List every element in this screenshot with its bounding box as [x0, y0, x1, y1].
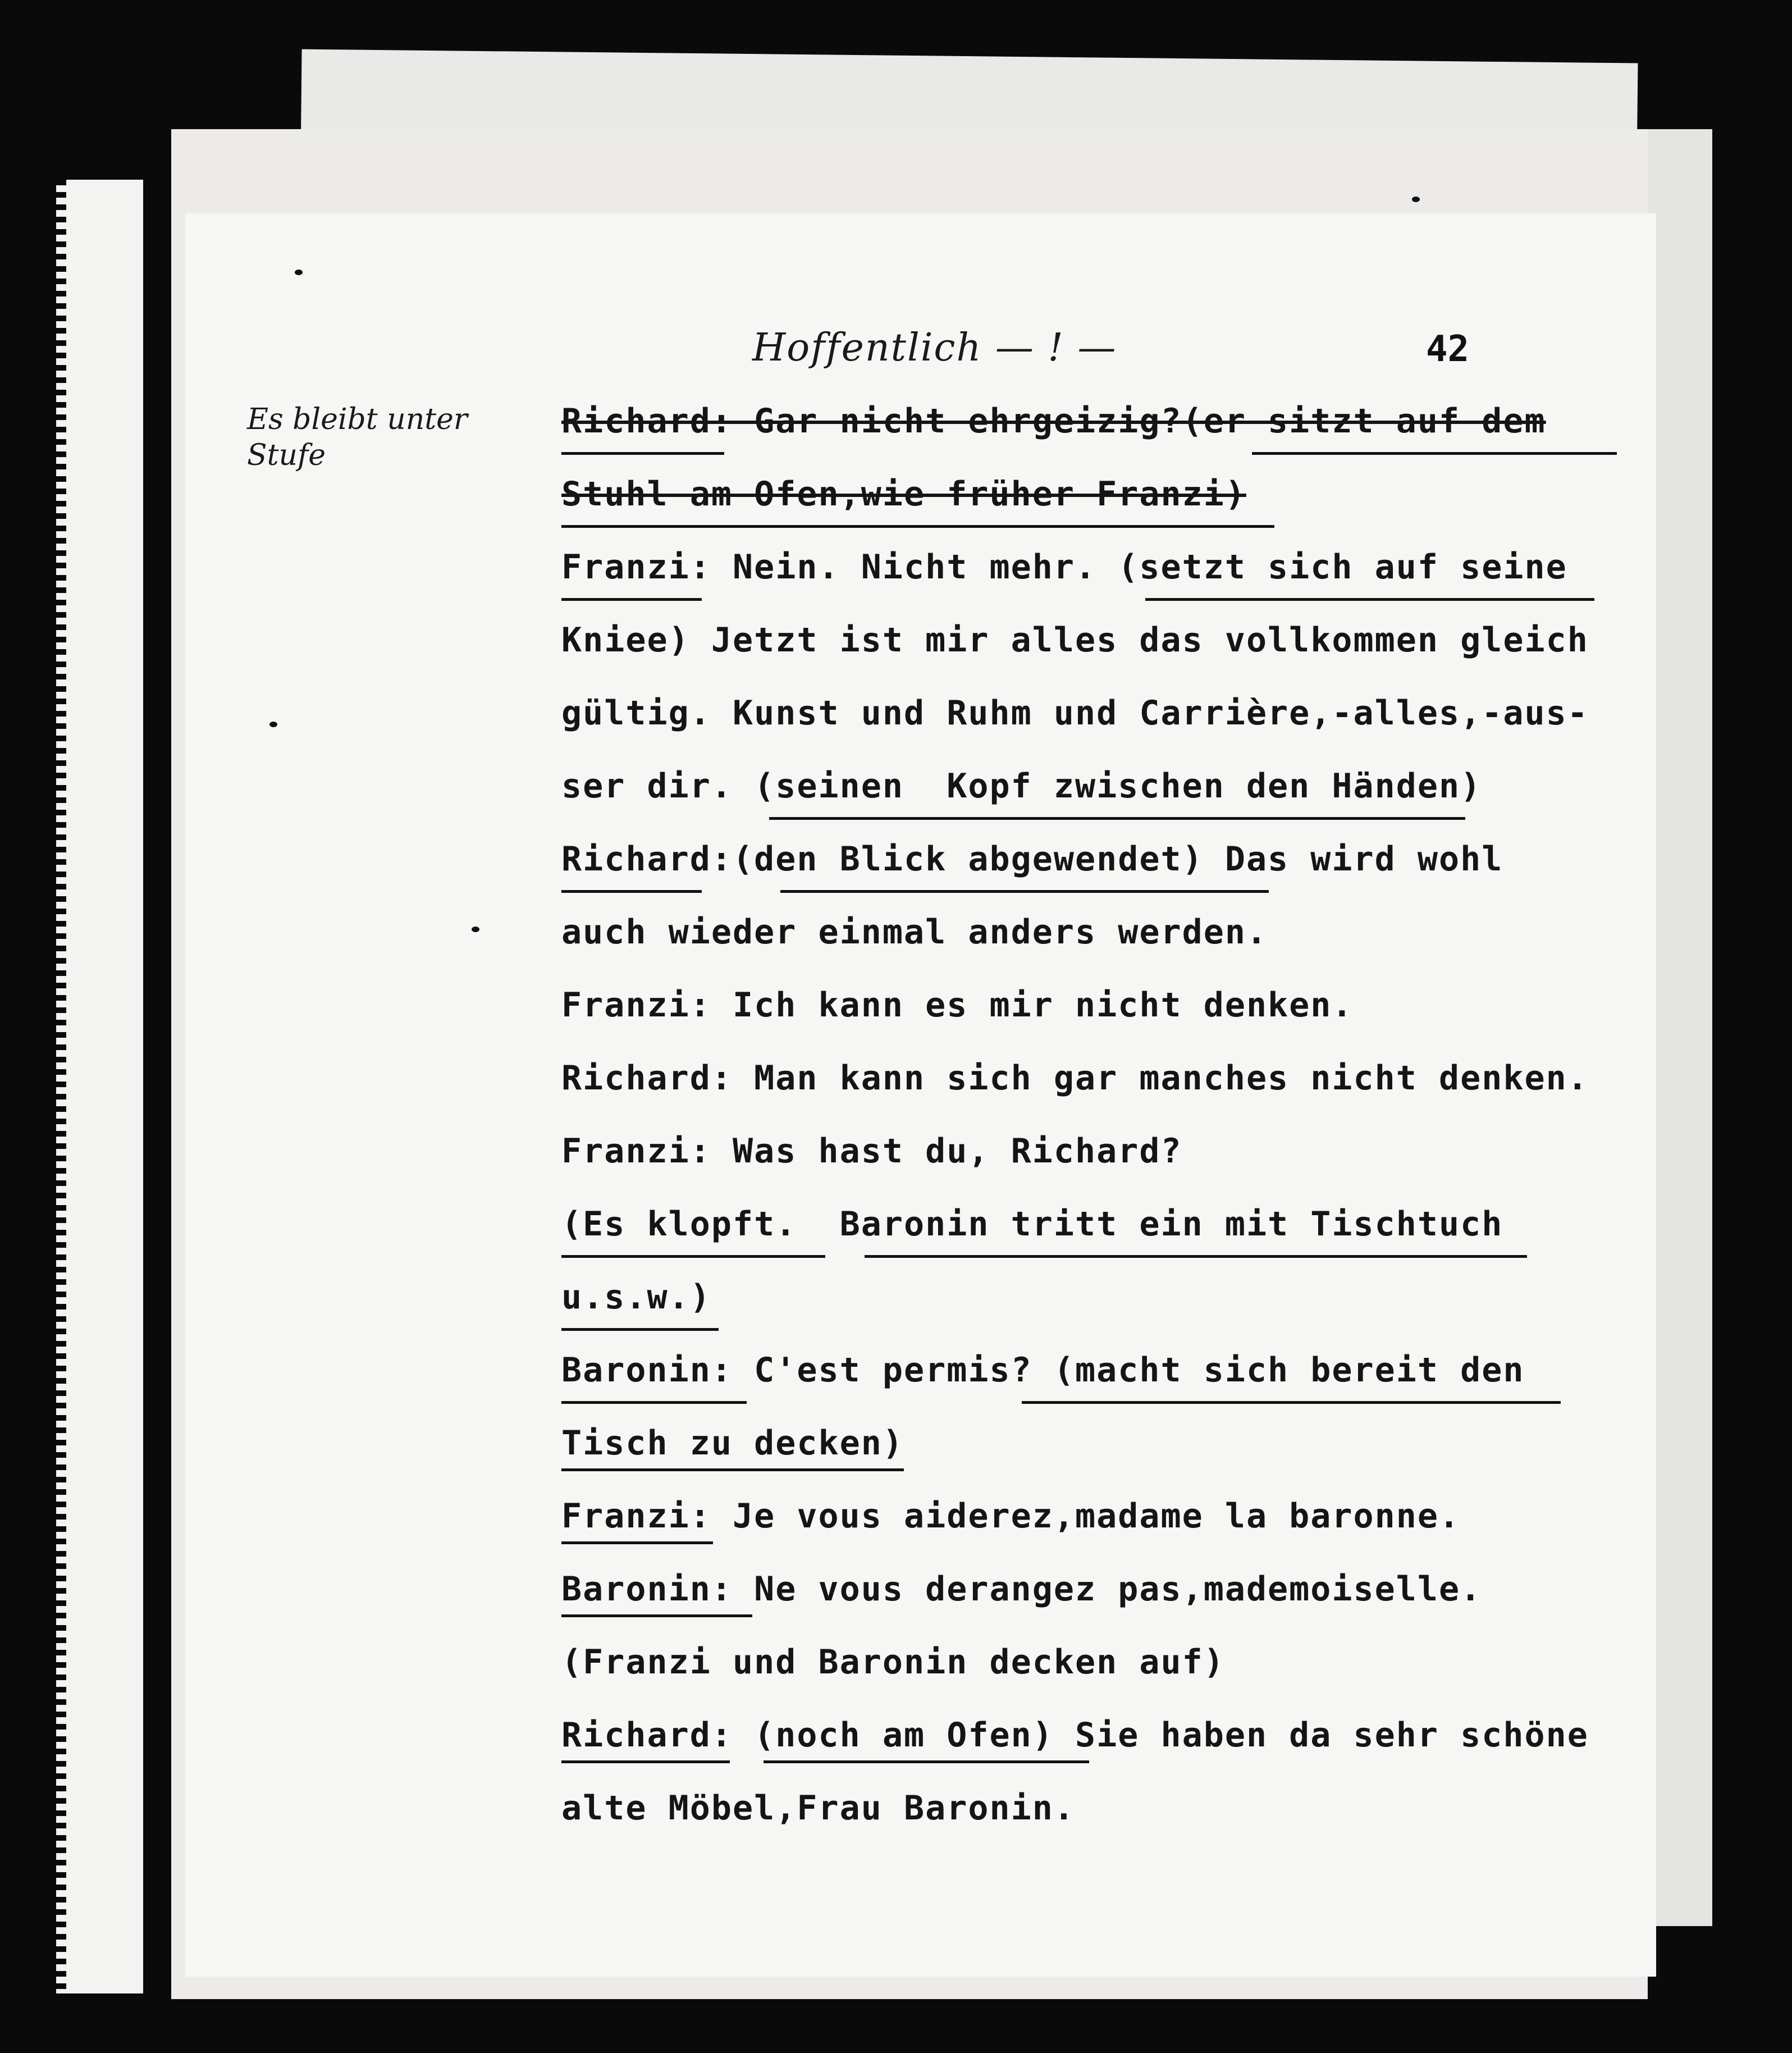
underline-mark	[561, 890, 702, 893]
underline-mark	[780, 890, 1269, 893]
text-line-9: Franzi: Ich kann es mir nicht denken.	[561, 986, 1354, 1025]
ink-speck	[269, 722, 277, 727]
underline-mark	[561, 1760, 730, 1763]
text-line-13: u.s.w.)	[561, 1278, 711, 1317]
text-line-12: (Es klopft. Baronin tritt ein mit Tischtuch	[561, 1205, 1503, 1244]
underline-mark	[561, 598, 702, 601]
text-line-1: Richard: Gar nicht ehrgeizig?(er sitzt auf dem	[561, 402, 1546, 441]
underline-mark	[865, 1255, 1527, 1258]
text-line-10: Richard: Man kann sich gar manches nicht denken.	[561, 1059, 1589, 1098]
text-line-17: Baronin: Ne vous derangez pas,mademoiselle.	[561, 1570, 1482, 1609]
underline-mark	[764, 1760, 1089, 1763]
handwritten-note-margin: Es bleibt unter Stufe	[247, 403, 468, 472]
underline-mark	[769, 817, 1465, 820]
text-line-11: Franzi: Was hast du, Richard?	[561, 1132, 1182, 1171]
text-line-3: Franzi: Nein. Nicht mehr. (setzt sich auf seine	[561, 548, 1567, 587]
underline-mark	[1252, 452, 1617, 455]
underline-mark	[561, 452, 724, 455]
text-line-8: auch wieder einmal anders werden.	[561, 913, 1268, 952]
underline-mark	[561, 1328, 719, 1331]
text-line-20: alte Möbel,Frau Baronin.	[561, 1789, 1075, 1828]
ink-speck	[295, 270, 303, 275]
text-line-4: Kniee) Jetzt ist mir alles das vollkommen gleich	[561, 621, 1589, 660]
underline-mark	[1022, 1401, 1561, 1404]
ink-speck	[1412, 197, 1420, 202]
underline-mark	[561, 1401, 747, 1404]
handwritten-note-top: Hoffentlich — ! —	[752, 326, 1117, 370]
underline-mark	[561, 1614, 752, 1617]
text-line-7: Richard:(den Blick abgewendet) Das wird wohl	[561, 840, 1503, 879]
paper-strip-left	[59, 180, 143, 1993]
text-line-5: gültig. Kunst und Ruhm und Carrière,-alles,-aus-	[561, 694, 1589, 733]
torn-edge	[56, 180, 66, 1993]
text-line-2: Stuhl am Ofen,wie früher Franzi)	[561, 475, 1246, 514]
underline-mark	[1145, 598, 1594, 601]
ink-speck	[472, 927, 479, 932]
underline-mark	[561, 525, 1274, 528]
underline-mark	[561, 1541, 713, 1544]
underline-mark	[561, 1255, 825, 1258]
underline-mark	[561, 1468, 904, 1471]
text-line-18: (Franzi und Baronin decken auf)	[561, 1643, 1225, 1682]
page-number: 42	[1426, 329, 1470, 370]
text-line-16: Franzi: Je vous aiderez,madame la baronne.	[561, 1497, 1461, 1536]
text-line-19: Richard: (noch am Ofen) Sie haben da sehr schöne	[561, 1716, 1589, 1755]
text-line-14: Baronin: C'est permis? (macht sich bereit den	[561, 1351, 1525, 1390]
text-line-15: Tisch zu decken)	[561, 1424, 904, 1463]
text-line-6: ser dir. (seinen Kopf zwischen den Händen)	[561, 767, 1482, 806]
